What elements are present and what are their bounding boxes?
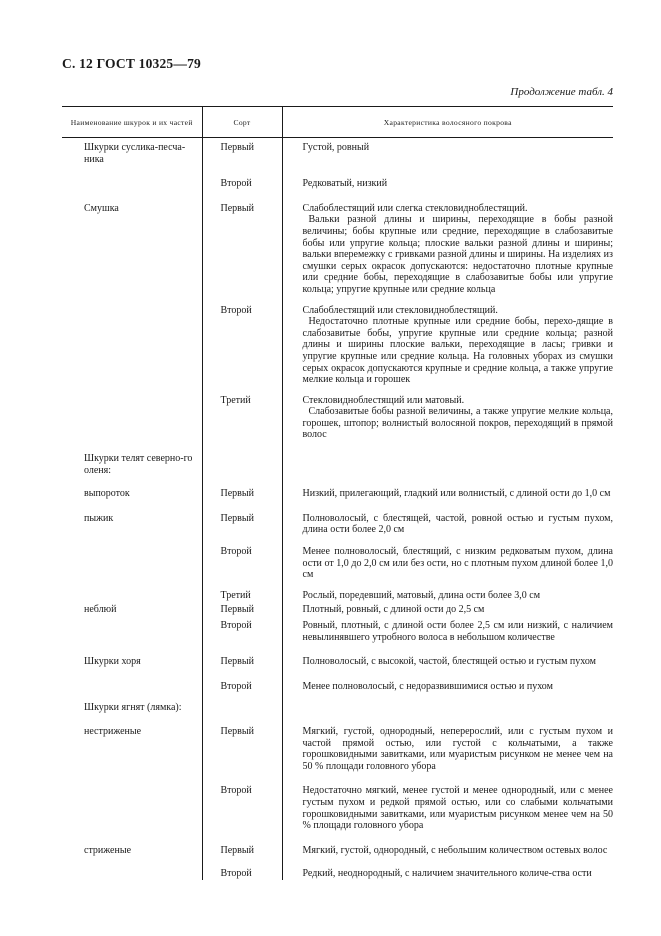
row-grade: Первый xyxy=(202,643,282,668)
row-characteristic xyxy=(282,692,613,714)
table-row xyxy=(62,536,613,581)
table-row xyxy=(62,601,613,616)
row-name: Смушка xyxy=(84,202,119,214)
row-name xyxy=(62,616,202,643)
row-characteristic xyxy=(282,500,613,536)
characteristic-paragraph: Низкий, прилегающий, гладкий или волнистый, с длиной ости до 1,0 см xyxy=(302,488,611,500)
row-grade: Второй xyxy=(202,165,282,190)
table-row xyxy=(62,668,613,693)
table-row xyxy=(62,386,613,441)
row-name: Шкурки телят северно-го оленя: xyxy=(84,453,193,476)
characteristic-paragraph: Ровный, плотный, с длиной ости более 2,5 см или низкий, с наличием невылинявшего утробного волоса в небольшом количестве xyxy=(302,620,613,643)
row-grade: Первый xyxy=(202,190,282,296)
characteristic-paragraph: Мягкий, густой, однородный, неперерослий, или с густым пухом и частой прямой остью, или густой с кольчатыми, а также горошковидными завитками, или муаристым рисунком не менее чем на 50 % площади головного убора xyxy=(302,725,613,772)
page-header: С. 12 ГОСТ 10325—79 xyxy=(62,56,201,71)
table-row xyxy=(62,296,613,386)
row-grade: Первый xyxy=(202,714,282,772)
table-header-row xyxy=(62,107,613,138)
characteristic-paragraph: Менее полноволосый, блестящий, с низким редковатым пухом, длина ости от 1,0 до 2,0 см или без ости, но с плотным пухом длиной более 1,0 см xyxy=(302,546,613,581)
row-characteristic xyxy=(282,616,613,643)
row-grade: Второй xyxy=(202,536,282,581)
row-characteristic xyxy=(282,138,613,166)
row-characteristic xyxy=(282,386,613,441)
row-characteristic xyxy=(282,190,613,296)
row-name xyxy=(62,581,202,602)
characteristic-paragraph: Мягкий, густой, однородный, с небольшим количеством остевых волос xyxy=(302,844,608,856)
row-grade: Первый xyxy=(202,476,282,500)
row-name xyxy=(62,386,202,441)
characteristic-paragraph: Недостаточно мягкий, менее густой и менее однородный, или с менее густым пухом и редкой прямой остью, или со слабыми кольчатыми горошковидными завитками, или муаристым рисунком менее чем на 50 % площади головного убора xyxy=(302,785,613,832)
characteristic-paragraph: Редкий, неоднородный, с наличием значительного количе-ства ости xyxy=(302,868,592,880)
row-grade: Первый xyxy=(202,832,282,857)
row-characteristic xyxy=(282,441,613,476)
row-characteristic xyxy=(282,772,613,831)
row-grade: Первый xyxy=(202,138,282,166)
characteristic-paragraph: Вальки разной длины и ширины, переходящие в бобы разной величины; бобы крупные или средние, переходящие в слабозавитые бобы или упругие кольца; плоские вальки разной длины и ширины; вальки вперемежку с гривками разной длины и ширины. На изделиях из смушки серых окрасок допускаются: недостаточно плотные крупные или средние бобы, переходящие в слабозавитые бобы или упругие кольца; упругие крупные или средние кольца xyxy=(302,214,613,295)
characteristic-paragraph: Рослый, поредевший, матовый, длина ости более 3,0 см xyxy=(302,589,541,601)
row-grade xyxy=(202,441,282,476)
header-grade: Сорт xyxy=(202,107,282,138)
characteristic-paragraph: Недостаточно плотные крупные или средние бобы, перехо-дящие в слабозавитые бобы, упругие крупные или средние кольца; разной длины и ширины плоские вальки, переходящие в ласы; гривки и упругие крупные или средние кольца. На головных уборах из смушки серых окрасок допускаются крупные и средние кольца, а также упругие мелкие кольца и горошек xyxy=(302,316,613,386)
row-name xyxy=(62,772,202,831)
row-grade: Второй xyxy=(202,616,282,643)
table-row xyxy=(62,476,613,500)
row-characteristic xyxy=(282,165,613,190)
table-row xyxy=(62,165,613,190)
row-grade: Второй xyxy=(202,856,282,880)
header-characteristic: Характеристика волосяного покрова xyxy=(282,107,613,138)
row-name: нестриженые xyxy=(84,725,142,737)
characteristic-paragraph: Слабозавитые бобы разной величины, а также упругие мелкие кольца, горошек, штопор; волнистый волосяной покров, переходящий в прямой волос xyxy=(302,406,613,441)
table-row xyxy=(62,714,613,772)
row-characteristic xyxy=(282,856,613,880)
table-row xyxy=(62,832,613,857)
row-name: стриженые xyxy=(84,844,132,856)
row-grade: Второй xyxy=(202,668,282,693)
table-row xyxy=(62,856,613,880)
row-grade: Третий xyxy=(202,581,282,602)
row-characteristic xyxy=(282,643,613,668)
table-row xyxy=(62,500,613,536)
row-characteristic xyxy=(282,581,613,602)
characteristic-paragraph: Менее полноволосый, с недоразвившимися остью и пухом xyxy=(302,680,553,692)
row-name: выпороток xyxy=(84,488,130,500)
table-row xyxy=(62,581,613,602)
row-name: Шкурки хоря xyxy=(84,656,141,668)
row-characteristic xyxy=(282,832,613,857)
row-characteristic xyxy=(282,668,613,693)
characteristic-paragraph: Редковатый, низкий xyxy=(302,178,388,190)
row-name xyxy=(62,668,202,693)
row-name xyxy=(62,296,202,386)
characteristic-paragraph: Слабоблестящий или слегка стекловидноблестящий. xyxy=(302,202,528,214)
characteristic-paragraph: Полноволосый, с блестящей, частой, ровной остью и густым пухом, длина ости более 2,0 см xyxy=(302,512,613,536)
table-row xyxy=(62,138,613,166)
table-continuation-label: Продолжение табл. 4 xyxy=(510,86,613,98)
row-name: Шкурки ягнят (лямка): xyxy=(84,702,182,714)
row-characteristic xyxy=(282,601,613,616)
row-name xyxy=(62,536,202,581)
row-grade: Первый xyxy=(202,500,282,536)
row-grade: Второй xyxy=(202,772,282,831)
table-row xyxy=(62,190,613,296)
row-name: Шкурки суслика-песча-ника xyxy=(84,142,186,165)
table-row xyxy=(62,772,613,831)
row-grade: Первый xyxy=(202,601,282,616)
table-row xyxy=(62,643,613,668)
row-characteristic xyxy=(282,536,613,581)
header-name: Наименование шкурок и их частей xyxy=(62,107,202,138)
row-name: пыжик xyxy=(84,512,114,524)
table-row xyxy=(62,616,613,643)
table-row xyxy=(62,692,613,714)
row-name: неблюй xyxy=(84,604,117,616)
table-row xyxy=(62,441,613,476)
characteristic-paragraph: Стекловидноблестящий или матовый. xyxy=(302,394,465,406)
row-grade: Второй xyxy=(202,296,282,386)
row-characteristic xyxy=(282,476,613,500)
row-name xyxy=(62,856,202,880)
row-characteristic xyxy=(282,714,613,772)
characteristic-paragraph: Плотный, ровный, с длиной ости до 2,5 см xyxy=(302,604,485,616)
characteristic-paragraph: Полноволосый, с высокой, частой, блестящей остью и густым пухом xyxy=(302,656,597,668)
row-name xyxy=(62,165,202,190)
row-grade: Третий xyxy=(202,386,282,441)
row-characteristic xyxy=(282,296,613,386)
characteristic-paragraph: Густой, ровный xyxy=(302,142,370,153)
characteristics-table xyxy=(62,106,613,880)
characteristic-paragraph: Слабоблестящий или стекловидноблестящий. xyxy=(302,304,498,316)
row-grade xyxy=(202,692,282,714)
